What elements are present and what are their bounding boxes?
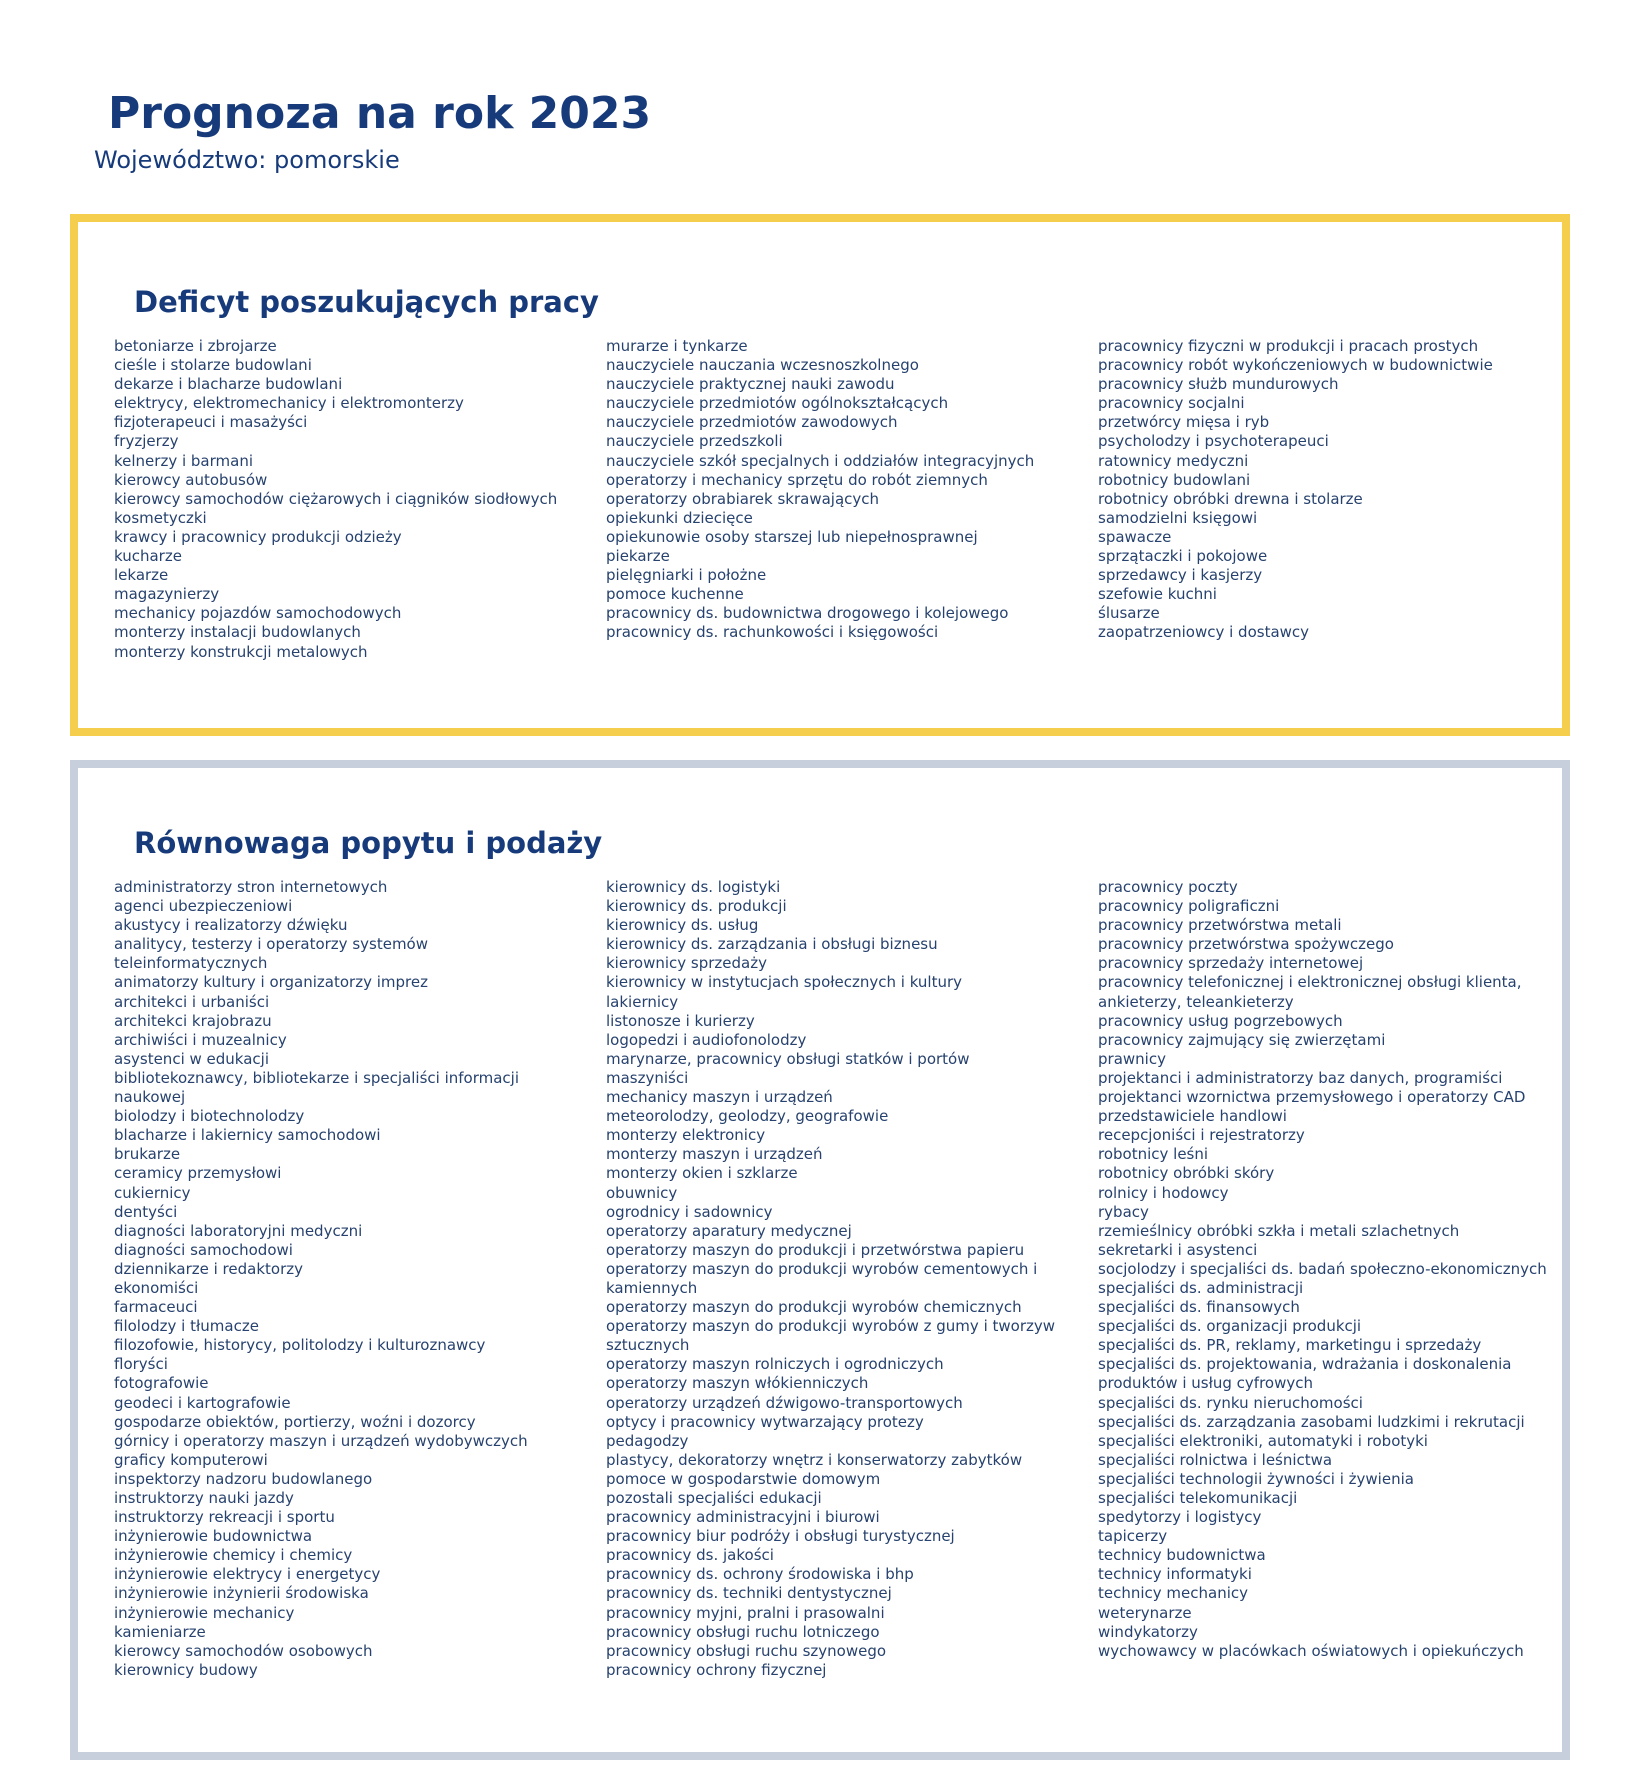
occupation-item: specjaliści telekomunikacji xyxy=(1098,1489,1298,1507)
occupation-item: technicy mechanicy xyxy=(1098,1584,1249,1603)
occupation-item: operatorzy maszyn do produkcji i przetwórstwa papieru xyxy=(606,1240,1025,1259)
occupation-item: inżynierowie budownictwa xyxy=(114,1527,313,1546)
occupation-item: pracownicy administracyjni i biurowi xyxy=(606,1508,880,1527)
occupation-item: analitycy, testerzy i operatorzy systemów xyxy=(114,935,429,954)
occupation-item: pielęgniarki i położne xyxy=(606,566,767,585)
occupation-item: filolodzy i tłumacze xyxy=(114,1317,259,1336)
occupation-item: brukarze xyxy=(114,1145,181,1164)
occupation-item: robotnicy leśni xyxy=(1098,1145,1209,1164)
occupation-item: kamieniarze xyxy=(114,1622,206,1641)
occupation-item: inspektorzy nadzoru budowlanego xyxy=(114,1469,373,1488)
occupation-item: kierownicy ds. produkcji xyxy=(606,897,787,916)
occupation-item: instruktorzy nauki jazdy xyxy=(114,1489,294,1507)
occupation-item: specjaliści technologii żywności i żywienia xyxy=(1098,1469,1414,1488)
occupation-item: diagności laboratoryjni medyczni xyxy=(114,1221,363,1240)
occupation-item: teleinformatycznych xyxy=(114,954,268,973)
occupation-item: logopedzi i audiofonolodzy xyxy=(606,1030,807,1049)
occupation-item: kierownicy ds. zarządzania i obsługi biznesu xyxy=(606,935,938,954)
occupation-item: pracownicy ds. techniki dentystycznej xyxy=(606,1584,892,1603)
occupation-item: przetwórcy mięsa i ryb xyxy=(1098,413,1270,432)
occupation-item: ankieterzy, teleankieterzy xyxy=(1098,992,1294,1011)
occupation-item: gospodarze obiektów, portierzy, woźni i dozorcy xyxy=(114,1412,476,1431)
occupation-item: architekci krajobrazu xyxy=(114,1011,272,1030)
occupation-item: animatorzy kultury i organizatorzy imprez xyxy=(114,973,428,992)
occupation-item: pracownicy obsługi ruchu lotniczego xyxy=(606,1622,880,1641)
occupation-item: ratownicy medyczni xyxy=(1098,451,1249,470)
occupation-item: marynarze, pracownicy obsługi statków i portów xyxy=(606,1049,970,1068)
occupation-item: instruktorzy rekreacji i sportu xyxy=(114,1508,335,1527)
occupation-item: pracownicy poczty xyxy=(1098,878,1238,896)
occupation-item: ślusarze xyxy=(1098,604,1160,623)
occupation-item: pracownicy myjni, pralni i prasowalni xyxy=(606,1603,885,1622)
occupation-item: specjaliści elektroniki, automatyki i robotyki xyxy=(1098,1431,1428,1450)
occupation-item: pracownicy przetwórstwa metali xyxy=(1098,916,1342,935)
occupation-item: inżynierowie elektrycy i energetycy xyxy=(114,1565,381,1584)
occupation-item: sprzedawcy i kasjerzy xyxy=(1098,566,1263,585)
balance-column-2 xyxy=(606,878,1076,1680)
occupation-item: administratorzy stron internetowych xyxy=(114,878,388,896)
occupation-item: magazynierzy xyxy=(114,585,220,604)
occupation-item: technicy budownictwa xyxy=(1098,1546,1266,1565)
occupation-item: agenci ubezpieczeniowi xyxy=(114,897,293,916)
occupation-item: opiekunowie osoby starszej lub niepełnosprawnej xyxy=(606,527,978,546)
occupation-item: pracownicy robót wykończeniowych w budownictwie xyxy=(1098,356,1493,375)
occupation-item: pracownicy biur podróży i obsługi turystycznej xyxy=(606,1527,955,1546)
occupation-item: specjaliści ds. PR, reklamy, marketingu i sprzedaży xyxy=(1098,1336,1482,1355)
occupation-item: blacharze i lakiernicy samochodowi xyxy=(114,1126,381,1145)
occupation-item: operatorzy maszyn włókienniczych xyxy=(606,1374,869,1393)
occupation-item: windykatorzy xyxy=(1098,1622,1198,1641)
occupation-item: robotnicy obróbki drewna i stolarze xyxy=(1098,489,1363,508)
occupation-item: kelnerzy i barmani xyxy=(114,451,253,470)
deficit-column-2 xyxy=(606,337,1076,643)
occupation-item: monterzy okien i szklarze xyxy=(606,1164,798,1183)
balance-title: Równowaga popytu i podaży xyxy=(134,826,603,860)
occupation-item: projektanci wzornictwa przemysłowego i operatorzy CAD xyxy=(1098,1088,1526,1107)
occupation-item: szefowie kuchni xyxy=(1098,585,1217,604)
deficit-panel xyxy=(70,214,1570,736)
occupation-item: sekretarki i asystenci xyxy=(1098,1240,1258,1259)
occupation-item: nauczyciele przedmiotów zawodowych xyxy=(606,413,898,432)
occupation-item: pracownicy ochrony fizycznej xyxy=(606,1660,827,1679)
deficit-column-1 xyxy=(114,337,584,662)
occupation-item: krawcy i pracownicy produkcji odzieży xyxy=(114,527,402,546)
occupation-item: naukowej xyxy=(114,1088,186,1107)
occupation-item: betoniarze i zbrojarze xyxy=(114,337,277,355)
occupation-item: archiwiści i muzealnicy xyxy=(114,1030,287,1049)
occupation-item: robotnicy budowlani xyxy=(1098,470,1251,489)
occupation-item: graficy komputerowi xyxy=(114,1450,268,1469)
occupation-item: specjaliści ds. finansowych xyxy=(1098,1298,1300,1317)
occupation-item: kierowcy samochodów osobowych xyxy=(114,1641,373,1660)
occupation-item: kierownicy w instytucjach społecznych i kultury xyxy=(606,973,963,992)
occupation-item: rolnicy i hodowcy xyxy=(1098,1183,1229,1202)
page-title: Prognoza na rok 2023 xyxy=(108,88,652,139)
occupation-item: przedstawiciele handlowi xyxy=(1098,1107,1287,1126)
occupation-item: operatorzy aparatury medycznej xyxy=(606,1221,852,1240)
occupation-item: recepcjoniści i rejestratorzy xyxy=(1098,1126,1305,1145)
occupation-item: socjolodzy i specjaliści ds. badań społeczno-ekonomicznych xyxy=(1098,1259,1547,1278)
occupation-item: weterynarze xyxy=(1098,1603,1192,1622)
occupation-item: specjaliści ds. zarządzania zasobami ludzkimi i rekrutacji xyxy=(1098,1412,1525,1431)
occupation-item: pracownicy ds. ochrony środowiska i bhp xyxy=(606,1565,914,1584)
occupation-item: nauczyciele przedmiotów ogólnokształcących xyxy=(606,394,949,413)
deficit-title: Deficyt poszukujących pracy xyxy=(134,285,599,319)
occupation-item: dekarze i blacharze budowlani xyxy=(114,375,343,394)
occupation-item: kierowcy samochodów ciężarowych i ciągników siodłowych xyxy=(114,489,558,508)
occupation-item: kosmetyczki xyxy=(114,508,207,527)
occupation-item: prawnicy xyxy=(1098,1049,1166,1068)
occupation-item: specjaliści ds. rynku nieruchomości xyxy=(1098,1393,1363,1412)
occupation-item: zaopatrzeniowcy i dostawcy xyxy=(1098,623,1310,642)
occupation-item: kamiennych xyxy=(606,1278,698,1297)
occupation-item: operatorzy maszyn do produkcji wyrobów z gumy i tworzyw xyxy=(606,1317,1056,1336)
occupation-item: mechanicy pojazdów samochodowych xyxy=(114,604,402,623)
occupation-item: pracownicy obsługi ruchu szynowego xyxy=(606,1641,887,1660)
occupation-item: inżynierowie mechanicy xyxy=(114,1603,295,1622)
occupation-item: pracownicy sprzedaży internetowej xyxy=(1098,954,1364,973)
occupation-item: pracownicy ds. rachunkowości i księgowości xyxy=(606,623,939,642)
occupation-item: filozofowie, historycy, politolodzy i kulturoznawcy xyxy=(114,1336,486,1355)
occupation-item: wychowawcy w placówkach oświatowych i opiekuńczych xyxy=(1098,1641,1524,1660)
occupation-item: architekci i urbaniści xyxy=(114,992,270,1011)
occupation-item: meteorolodzy, geolodzy, geografowie xyxy=(606,1107,889,1126)
occupation-item: cukiernicy xyxy=(114,1183,191,1202)
occupation-item: ceramicy przemysłowi xyxy=(114,1164,282,1183)
occupation-item: lekarze xyxy=(114,566,169,585)
occupation-item: górnicy i operatorzy maszyn i urządzeń wydobywczych xyxy=(114,1431,528,1450)
occupation-item: nauczyciele praktycznej nauki zawodu xyxy=(606,375,895,394)
occupation-item: plastycy, dekoratorzy wnętrz i konserwatorzy zabytków xyxy=(606,1450,1023,1469)
occupation-item: monterzy konstrukcji metalowych xyxy=(114,642,368,661)
occupation-item: mechanicy maszyn i urządzeń xyxy=(606,1088,833,1107)
occupation-item: fryzjerzy xyxy=(114,432,179,451)
occupation-item: kierownicy budowy xyxy=(114,1660,258,1679)
occupation-item: dziennikarze i redaktorzy xyxy=(114,1259,304,1278)
occupation-item: fizjoterapeuci i masażyści xyxy=(114,413,308,432)
occupation-item: farmaceuci xyxy=(114,1298,198,1317)
occupation-item: kierownicy sprzedaży xyxy=(606,954,768,973)
occupation-item: robotnicy obróbki skóry xyxy=(1098,1164,1275,1183)
occupation-item: monterzy instalacji budowlanych xyxy=(114,623,361,642)
occupation-item: spawacze xyxy=(1098,527,1172,546)
occupation-item: floryści xyxy=(114,1355,168,1374)
occupation-item: pracownicy usług pogrzebowych xyxy=(1098,1011,1343,1030)
occupation-item: operatorzy maszyn do produkcji wyrobów cementowych i xyxy=(606,1259,1038,1278)
occupation-item: pracownicy zajmujący się zwierzętami xyxy=(1098,1030,1386,1049)
occupation-item: inżynierowie chemicy i chemicy xyxy=(114,1546,353,1565)
occupation-item: pomoce w gospodarstwie domowym xyxy=(606,1469,881,1488)
occupation-item: optycy i pracownicy wytwarzający protezy xyxy=(606,1412,924,1431)
occupation-item: pracownicy ds. budownictwa drogowego i kolejowego xyxy=(606,604,1009,623)
occupation-item: kierownicy ds. logistyki xyxy=(606,878,781,896)
occupation-item: nauczyciele szkół specjalnych i oddziałów integracyjnych xyxy=(606,451,1035,470)
occupation-item: cieśle i stolarze budowlani xyxy=(114,356,312,375)
occupation-item: geodeci i kartografowie xyxy=(114,1393,291,1412)
occupation-item: lakiernicy xyxy=(606,992,679,1011)
occupation-item: kucharze xyxy=(114,547,182,566)
occupation-item: psycholodzy i psychoterapeuci xyxy=(1098,432,1329,451)
occupation-item: murarze i tynkarze xyxy=(606,337,748,355)
occupation-item: biolodzy i biotechnolodzy xyxy=(114,1107,305,1126)
occupation-item: operatorzy urządzeń dźwigowo-transportowych xyxy=(606,1393,963,1412)
occupation-item: listonosze i kurierzy xyxy=(606,1011,755,1030)
balance-column-3 xyxy=(1098,878,1568,1661)
occupation-item: bibliotekoznawcy, bibliotekarze i specjaliści informacji xyxy=(114,1068,520,1087)
occupation-item: pracownicy ds. jakości xyxy=(606,1546,774,1565)
occupation-item: specjaliści ds. projektowania, wdrażania i doskonalenia xyxy=(1098,1355,1512,1374)
occupation-item: projektanci i administratorzy baz danych, programiści xyxy=(1098,1068,1503,1087)
occupation-item: pracownicy służb mundurowych xyxy=(1098,375,1339,394)
occupation-item: elektrycy, elektromechanicy i elektromonterzy xyxy=(114,394,464,413)
occupation-item: monterzy maszyn i urządzeń xyxy=(606,1145,823,1164)
occupation-item: ekonomiści xyxy=(114,1278,199,1297)
occupation-item: ogrodnicy i sadownicy xyxy=(606,1202,773,1221)
occupation-item: specjaliści ds. administracji xyxy=(1098,1278,1304,1297)
occupation-item: nauczyciele nauczania wczesnoszkolnego xyxy=(606,356,919,375)
occupation-item: specjaliści ds. organizacji produkcji xyxy=(1098,1317,1362,1336)
occupation-item: nauczyciele przedszkoli xyxy=(606,432,783,451)
occupation-item: pracownicy przetwórstwa spożywczego xyxy=(1098,935,1394,954)
occupation-item: pomoce kuchenne xyxy=(606,585,744,604)
occupation-item: spedytorzy i logistycy xyxy=(1098,1508,1262,1527)
occupation-item: pracownicy poligraficzni xyxy=(1098,897,1280,916)
occupation-item: operatorzy maszyn rolniczych i ogrodniczych xyxy=(606,1355,944,1374)
occupation-item: monterzy elektronicy xyxy=(606,1126,766,1145)
occupation-item: obuwnicy xyxy=(606,1183,678,1202)
occupation-item: sztucznych xyxy=(606,1336,690,1355)
region-subtitle: Województwo: pomorskie xyxy=(94,146,400,174)
occupation-item: rybacy xyxy=(1098,1202,1149,1221)
occupation-item: technicy informatyki xyxy=(1098,1565,1252,1584)
occupation-item: fotografowie xyxy=(114,1374,209,1393)
occupation-item: pracownicy fizyczni w produkcji i pracach prostych xyxy=(1098,337,1479,355)
occupation-item: kierownicy ds. usług xyxy=(606,916,759,935)
occupation-item: opiekunki dziecięce xyxy=(606,508,753,527)
occupation-item: sprzątaczki i pokojowe xyxy=(1098,547,1268,566)
occupation-item: pracownicy telefonicznej i elektronicznej obsługi klienta, xyxy=(1098,973,1522,992)
occupation-item: operatorzy obrabiarek skrawających xyxy=(606,489,880,508)
occupation-item: asystenci w edukacji xyxy=(114,1049,269,1068)
occupation-item: produktów i usług cyfrowych xyxy=(1098,1374,1313,1393)
deficit-column-3 xyxy=(1098,337,1568,643)
occupation-item: inżynierowie inżynierii środowiska xyxy=(114,1584,369,1603)
occupation-item: piekarze xyxy=(606,547,670,566)
occupation-item: operatorzy maszyn do produkcji wyrobów chemicznych xyxy=(606,1298,1022,1317)
occupation-item: rzemieślnicy obróbki szkła i metali szlachetnych xyxy=(1098,1221,1460,1240)
occupation-item: samodzielni księgowi xyxy=(1098,508,1258,527)
occupation-item: dentyści xyxy=(114,1202,178,1221)
balance-column-1 xyxy=(114,878,584,1680)
occupation-item: pedagodzy xyxy=(606,1431,689,1450)
occupation-item: akustycy i realizatorzy dźwięku xyxy=(114,916,348,935)
occupation-item: operatorzy i mechanicy sprzętu do robót ziemnych xyxy=(606,470,988,489)
occupation-item: pracownicy socjalni xyxy=(1098,394,1245,413)
occupation-item: tapicerzy xyxy=(1098,1527,1168,1546)
occupation-item: diagności samochodowi xyxy=(114,1240,293,1259)
occupation-item: specjaliści rolnictwa i leśnictwa xyxy=(1098,1450,1333,1469)
balance-panel xyxy=(70,760,1570,1760)
occupation-item: maszyniści xyxy=(606,1068,689,1087)
occupation-item: kierowcy autobusów xyxy=(114,470,268,489)
occupation-item: pozostali specjaliści edukacji xyxy=(606,1489,822,1507)
